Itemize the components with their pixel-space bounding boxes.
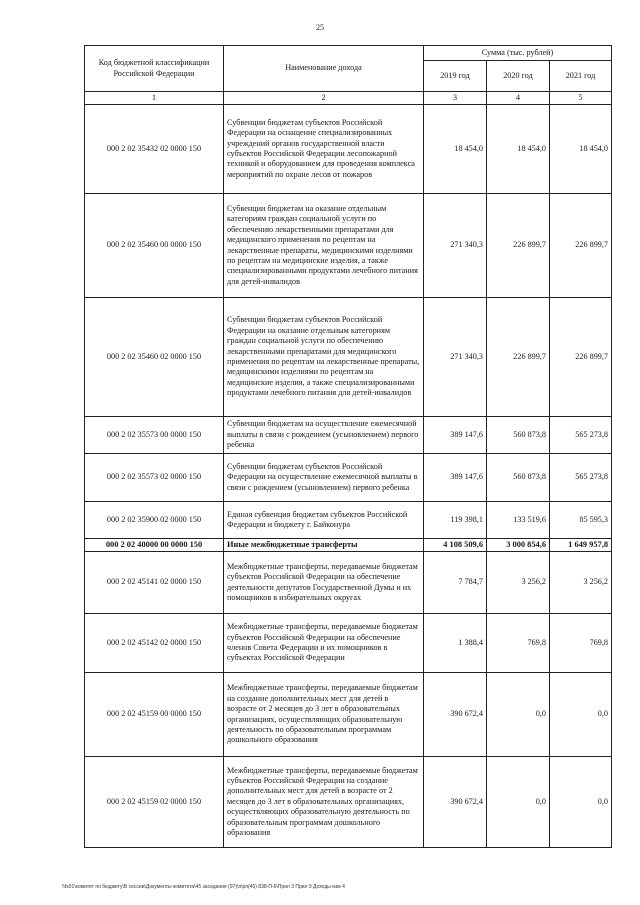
table-row xyxy=(85,552,612,614)
revenue-table xyxy=(84,45,612,848)
amount-2020: 18 454,0 xyxy=(487,105,550,194)
column-number-row xyxy=(85,92,612,105)
amount-2020: 226 899,7 xyxy=(487,298,550,417)
table-row xyxy=(85,417,612,454)
column-number: 3 xyxy=(424,92,487,105)
amount-2020: 3 256,2 xyxy=(487,552,550,614)
column-number: 1 xyxy=(85,92,224,105)
amount-2019: 7 784,7 xyxy=(424,552,487,614)
budget-code: 000 2 02 35900 02 0000 150 xyxy=(85,502,224,539)
amount-2019: 390 672,4 xyxy=(424,757,487,848)
amount-2021: 769,8 xyxy=(550,614,612,673)
amount-2019: 389 147,6 xyxy=(424,417,487,454)
header-code: Код бюджетной классификации Российской Федерации xyxy=(85,46,224,92)
revenue-name: Субвенции бюджетам на осуществление ежемесячной выплаты в связи с рождением (усыновлением) первого ребенка xyxy=(224,417,424,454)
table-row xyxy=(85,454,612,502)
revenue-name: Межбюджетные трансферты, передаваемые бюджетам субъектов Российской Федерации на обеспечение деятельности депутатов Государственной Думы и их помощников в избирательных округах xyxy=(224,552,424,614)
table-row xyxy=(85,673,612,757)
amount-2020: 769,8 xyxy=(487,614,550,673)
amount-2021: 3 256,2 xyxy=(550,552,612,614)
amount-2021: 565 273,8 xyxy=(550,454,612,502)
table-row-total xyxy=(85,539,612,552)
amount-2020: 3 000 854,6 xyxy=(487,539,550,552)
budget-code: 000 2 02 35460 00 0000 150 xyxy=(85,194,224,298)
column-number: 5 xyxy=(550,92,612,105)
budget-code: 000 2 02 45142 02 0000 150 xyxy=(85,614,224,673)
amount-2021: 1 649 957,8 xyxy=(550,539,612,552)
amount-2019: 389 147,6 xyxy=(424,454,487,502)
column-number: 2 xyxy=(224,92,424,105)
revenue-name: Субвенции бюджетам на оказание отдельным категориям граждан социальной услуги по обеспечению лекарственными препаратами для медицинского применения по рецептам на лекарственные препараты, медицинскими изделиями по рецептам на медицинские изделия, а также специализированными продуктами лечебного питания для детей-инвалидов xyxy=(224,194,424,298)
amount-2021: 226 899,7 xyxy=(550,194,612,298)
table-row xyxy=(85,298,612,417)
revenue-name: Субвенции бюджетам субъектов Российской Федерации на оказание отдельным категориям граждан социальной услуги по обеспечению лекарственными препаратами для медицинского применения по рецептам на лекарственные препараты, медицинскими изделиями по рецептам на медицинские изделия, а также специализированными продуктами лечебного питания для детей-инвалидов xyxy=(224,298,424,417)
revenue-name: Субвенции бюджетам субъектов Российской Федерации на оснащение специализированных учреждений органов государственной власти субъектов Российской Федерации лесопожарной техникой и оборудованием для проведения комплекса мероприятий по охране лесов от пожаров xyxy=(224,105,424,194)
amount-2021: 0,0 xyxy=(550,757,612,848)
amount-2021: 85 595,3 xyxy=(550,502,612,539)
revenue-name: Межбюджетные трансферты, передаваемые бюджетам субъектов Российской Федерации на создание дополнительных мест для детей в возрасте от 2 месяцев до 3 лет в образовательных организациях, осуществляющих образовательную деятельность по образовательным программам дошкольного образования xyxy=(224,757,424,848)
budget-code: 000 2 02 35432 02 0000 150 xyxy=(85,105,224,194)
header-year-2021: 2021 год xyxy=(550,61,612,92)
column-number: 4 xyxy=(487,92,550,105)
budget-code: 000 2 02 45159 00 0000 150 xyxy=(85,673,224,757)
budget-code: 000 2 02 35573 00 0000 150 xyxy=(85,417,224,454)
amount-2021: 0,0 xyxy=(550,673,612,757)
budget-code: 000 2 02 45159 02 0000 150 xyxy=(85,757,224,848)
table-row xyxy=(85,502,612,539)
budget-code: 000 2 02 35460 02 0000 150 xyxy=(85,298,224,417)
amount-2021: 226 899,7 xyxy=(550,298,612,417)
amount-2020: 560 873,8 xyxy=(487,417,550,454)
amount-2019: 271 340,3 xyxy=(424,298,487,417)
revenue-name: Межбюджетные трансферты, передаваемые бюджетам на создание дополнительных мест для детей в возрасте от 2 месяцев до 3 лет в образовательных организациях, осуществляющих образовательную деятельность по образовательным программам дошкольного образования xyxy=(224,673,424,757)
amount-2019: 271 340,3 xyxy=(424,194,487,298)
amount-2019: 119 398,1 xyxy=(424,502,487,539)
header-year-2020: 2020 год xyxy=(487,61,550,92)
amount-2019: 4 108 509,6 xyxy=(424,539,487,552)
file-path-footer: \\fs01\комитет по бюджету\В сессии\Документы комитета\45 заседание (97)\п\рп(45) 838-П-6\Прил 3 Прил 9 Доходы изм 4 xyxy=(62,884,345,890)
budget-code: 000 2 02 40000 00 0000 150 xyxy=(85,539,224,552)
amount-2020: 0,0 xyxy=(487,757,550,848)
header-year-2019: 2019 год xyxy=(424,61,487,92)
amount-2020: 0,0 xyxy=(487,673,550,757)
table-row xyxy=(85,757,612,848)
revenue-name: Единая субвенция бюджетам субъектов Российской Федерации и бюджету г. Байконура xyxy=(224,502,424,539)
table-row xyxy=(85,105,612,194)
header-sum: Сумма (тыс. рублей) xyxy=(424,46,612,61)
amount-2021: 565 273,8 xyxy=(550,417,612,454)
budget-code: 000 2 02 45141 02 0000 150 xyxy=(85,552,224,614)
amount-2020: 560 873,8 xyxy=(487,454,550,502)
amount-2019: 1 388,4 xyxy=(424,614,487,673)
revenue-name: Межбюджетные трансферты, передаваемые бюджетам субъектов Российской Федерации на обеспечение членов Совета Федерации и их помощников в субъектах Российской Федерации xyxy=(224,614,424,673)
revenue-name: Субвенции бюджетам субъектов Российской Федерации на осуществление ежемесячной выплаты в связи с рождением (усыновлением) первого ребенка xyxy=(224,454,424,502)
amount-2020: 133 519,6 xyxy=(487,502,550,539)
amount-2021: 18 454,0 xyxy=(550,105,612,194)
amount-2019: 390 672,4 xyxy=(424,673,487,757)
table-row xyxy=(85,194,612,298)
amount-2019: 18 454,0 xyxy=(424,105,487,194)
table-row xyxy=(85,614,612,673)
budget-code: 000 2 02 35573 02 0000 150 xyxy=(85,454,224,502)
amount-2020: 226 899,7 xyxy=(487,194,550,298)
revenue-name: Иные межбюджетные трансферты xyxy=(224,539,424,552)
header-name: Наименование дохода xyxy=(224,46,424,92)
page-number: 25 xyxy=(316,23,324,32)
